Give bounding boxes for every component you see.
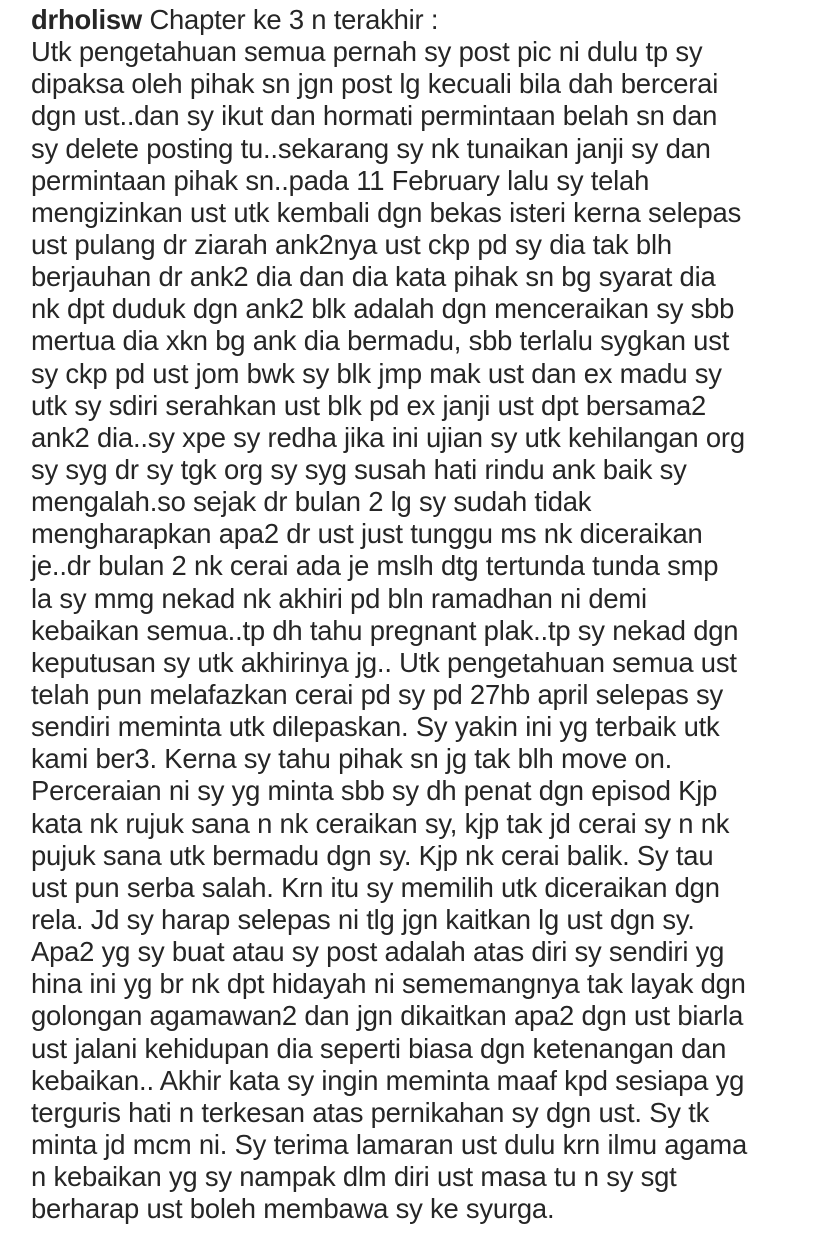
caption-line: sy ckp pd ust jom bwk sy blk jmp mak ust dan ex madu sy (31, 357, 722, 389)
caption-line: keputusan sy utk akhirinya jg.. Utk pengetahuan semua ust (31, 646, 737, 678)
caption-line: pujuk sana utk bermadu dgn sy. Kjp nk cerai balik. Sy tau (31, 839, 714, 871)
caption-line: ust pun serba salah. Krn itu sy memilih utk diceraikan dgn (31, 871, 720, 903)
username-link[interactable]: drholisw (31, 4, 143, 35)
caption-line: berharap ust boleh membawa sy ke syurga. (31, 1193, 555, 1225)
caption-line: Perceraian ni sy yg minta sbb sy dh penat dgn episod Kjp (31, 775, 718, 807)
caption-line: golongan agamawan2 dan jgn dikaitkan apa2 dgn ust biarla (31, 1000, 744, 1032)
caption-line: permintaan pihak sn..pada 11 February lalu sy telah (31, 164, 650, 196)
caption-line: hina ini yg br nk dpt hidayah ni sememangnya tak layak dgn (31, 968, 746, 1000)
caption-line: terguris hati n terkesan atas pernikahan sy dgn ust. Sy tk (31, 1096, 710, 1128)
caption-line: Utk pengetahuan semua pernah sy post pic ni dulu tp sy (31, 36, 703, 68)
caption-line: nk dpt duduk dgn ank2 blk adalah dgn menceraikan sy sbb (31, 293, 735, 325)
caption-line: mengizinkan ust utk kembali dgn bekas isteri kerna selepas (31, 196, 742, 228)
caption-line: kami ber3. Kerna sy tahu pihak sn jg tak blh move on. (31, 743, 673, 775)
caption-header-line (31, 4, 821, 36)
caption-line: sy syg dr sy tgk org sy syg susah hati rindu ank baik sy (31, 453, 687, 485)
post-caption (31, 4, 821, 1225)
caption-line: mengharapkan apa2 dr ust just tunggu ms nk diceraikan (31, 518, 703, 550)
caption-line: rela. Jd sy harap selepas ni tlg jgn kaitkan lg ust dgn sy. (31, 903, 695, 935)
caption-line: dgn ust..dan sy ikut dan hormati permintaan belah sn dan (31, 100, 718, 132)
caption-line: je..dr bulan 2 nk cerai ada je mslh dtg tertunda tunda smp (31, 550, 719, 582)
caption-line: ust jalani kehidupan dia seperti biasa dgn ketenangan dan (31, 1032, 727, 1064)
caption-line: telah pun melafazkan cerai pd sy pd 27hb april selepas sy (31, 678, 724, 710)
caption-line: mertua dia xkn bg ank dia bermadu, sbb terlalu sygkan ust (31, 325, 730, 357)
caption-line: kebaikan.. Akhir kata sy ingin meminta maaf kpd sesiapa yg (31, 1064, 745, 1096)
caption-line: kebaikan semua..tp dh tahu pregnant plak..tp sy nekad dgn (31, 614, 739, 646)
caption-line: ank2 dia..sy xpe sy redha jika ini ujian sy utk kehilangan org (31, 421, 745, 453)
caption-line: sendiri meminta utk dilepaskan. Sy yakin ini yg terbaik utk (31, 711, 720, 743)
caption-line: n kebaikan yg sy nampak dlm diri ust masa tu n sy sgt (31, 1161, 677, 1193)
caption-line: sy delete posting tu..sekarang sy nk tunaikan janji sy dan (31, 132, 711, 164)
caption-line: ust pulang dr ziarah ank2nya ust ckp pd sy dia tak blh (31, 228, 672, 260)
caption-line: utk sy sdiri serahkan ust blk pd ex janji ust dpt bersama2 (31, 389, 707, 421)
caption-line: minta jd mcm ni. Sy terima lamaran ust dulu krn ilmu agama (31, 1128, 748, 1160)
caption-line: kata nk rujuk sana n nk ceraikan sy, kjp tak jd cerai sy n nk (31, 807, 730, 839)
caption-line: berjauhan dr ank2 dia dan dia kata pihak sn bg syarat dia (31, 261, 716, 293)
caption-line: dipaksa oleh pihak sn jgn post lg kecuali bila dah bercerai (31, 68, 719, 100)
caption-line: mengalah.so sejak dr bulan 2 lg sy sudah tidak (31, 486, 592, 518)
caption-line: Apa2 yg sy buat atau sy post adalah atas diri sy sendiri yg (31, 936, 725, 968)
caption-line: Chapter ke 3 n terakhir : (149, 4, 439, 35)
caption-line: la sy mmg nekad nk akhiri pd bln ramadhan ni demi (31, 582, 647, 614)
